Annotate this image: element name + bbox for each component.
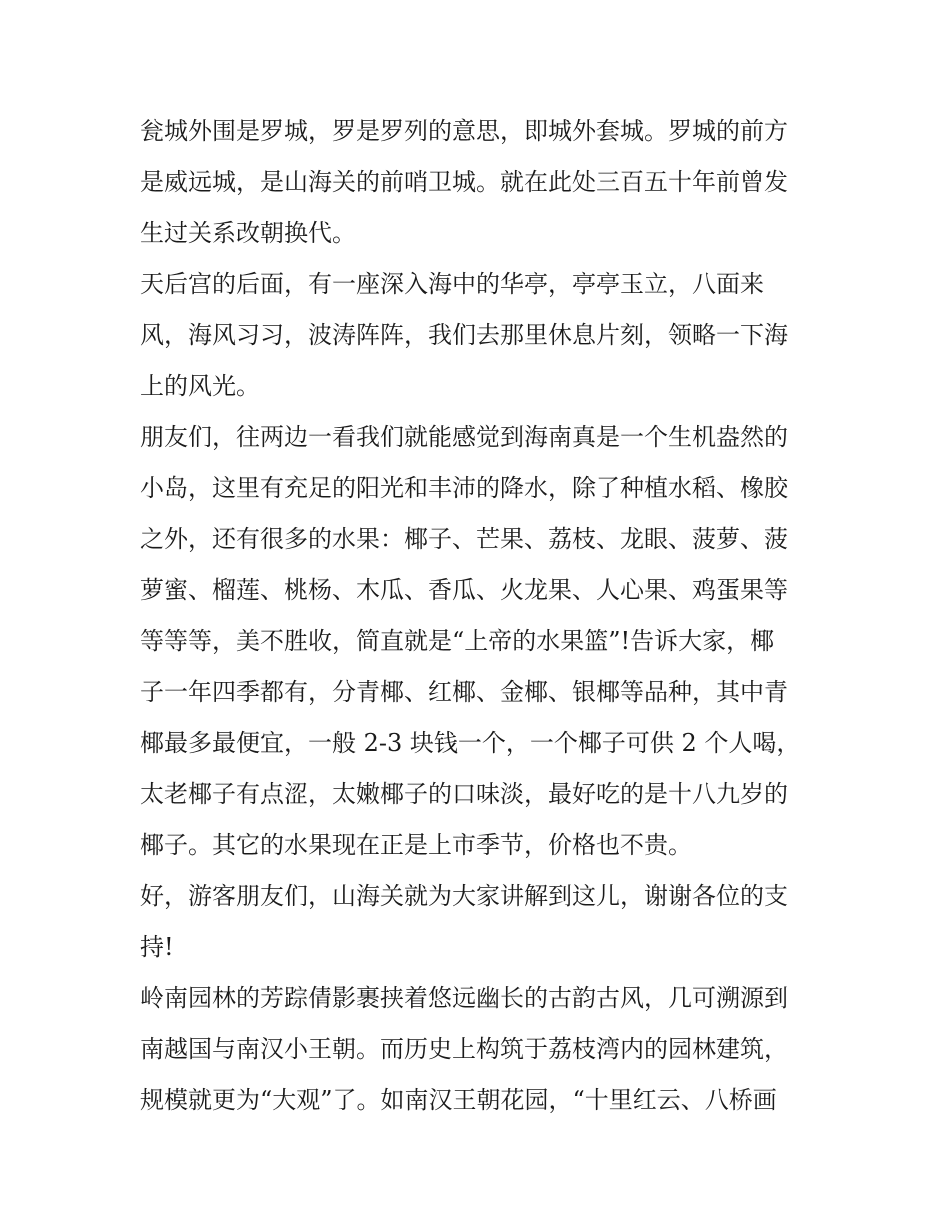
text-line: 天后宫的后面，有一座深入海中的华亭，亭亭玉立，八面来	[140, 270, 764, 298]
text-line: 太老椰子有点涩，太嫩椰子的口味淡，最好吃的是十八九岁的	[140, 780, 788, 808]
text-line: 之外，还有很多的水果：椰子、芒果、荔枝、龙眼、菠萝、菠	[140, 525, 788, 553]
text-line: 持!	[140, 933, 174, 961]
text-line: 子一年四季都有，分青椰、红椰、金椰、银椰等品种，其中青	[140, 678, 788, 706]
text-line: 椰子。其它的水果现在正是上市季节，价格也不贵。	[140, 831, 692, 859]
text-line: 上的风光。	[140, 372, 260, 400]
text-line: 瓮城外围是罗城，罗是罗列的意思，即城外套城。罗城的前方	[140, 117, 788, 145]
text-line: 萝蜜、榴莲、桃杨、木瓜、香瓜、火龙果、人心果、鸡蛋果等	[140, 576, 788, 604]
text-line: 小岛，这里有充足的阳光和丰沛的降水，除了种植水稻、橡胶	[140, 474, 788, 502]
text-line: 南越国与南汉小王朝。而历史上构筑于荔枝湾内的园林建筑，	[140, 1035, 788, 1063]
text-line: 好，游客朋友们，山海关就为大家讲解到这儿，谢谢各位的支	[140, 882, 788, 910]
text-line: 风，海风习习，波涛阵阵，我们去那里休息片刻，领略一下海	[140, 321, 788, 349]
text-line: 等等等，美不胜收，简直就是“上帝的水果篮”!告诉大家，椰	[140, 627, 775, 655]
text-line: 朋友们，往两边一看我们就能感觉到海南真是一个生机盎然的	[140, 423, 788, 451]
document-body	[140, 106, 820, 1126]
text-line: 椰最多最便宜，一般 2-3 块钱一个，一个椰子可供 2 个人喝，	[140, 729, 801, 757]
text-line: 岭南园林的芳踪倩影裹挟着悠远幽长的古韵古风，几可溯源到	[140, 984, 788, 1012]
text-line: 规模就更为“大观”了。如南汉王朝花园，“十里红云、八桥画	[140, 1086, 777, 1114]
text-line: 生过关系改朝换代。	[140, 219, 356, 247]
text-line: 是威远城，是山海关的前哨卫城。就在此处三百五十年前曾发	[140, 168, 788, 196]
